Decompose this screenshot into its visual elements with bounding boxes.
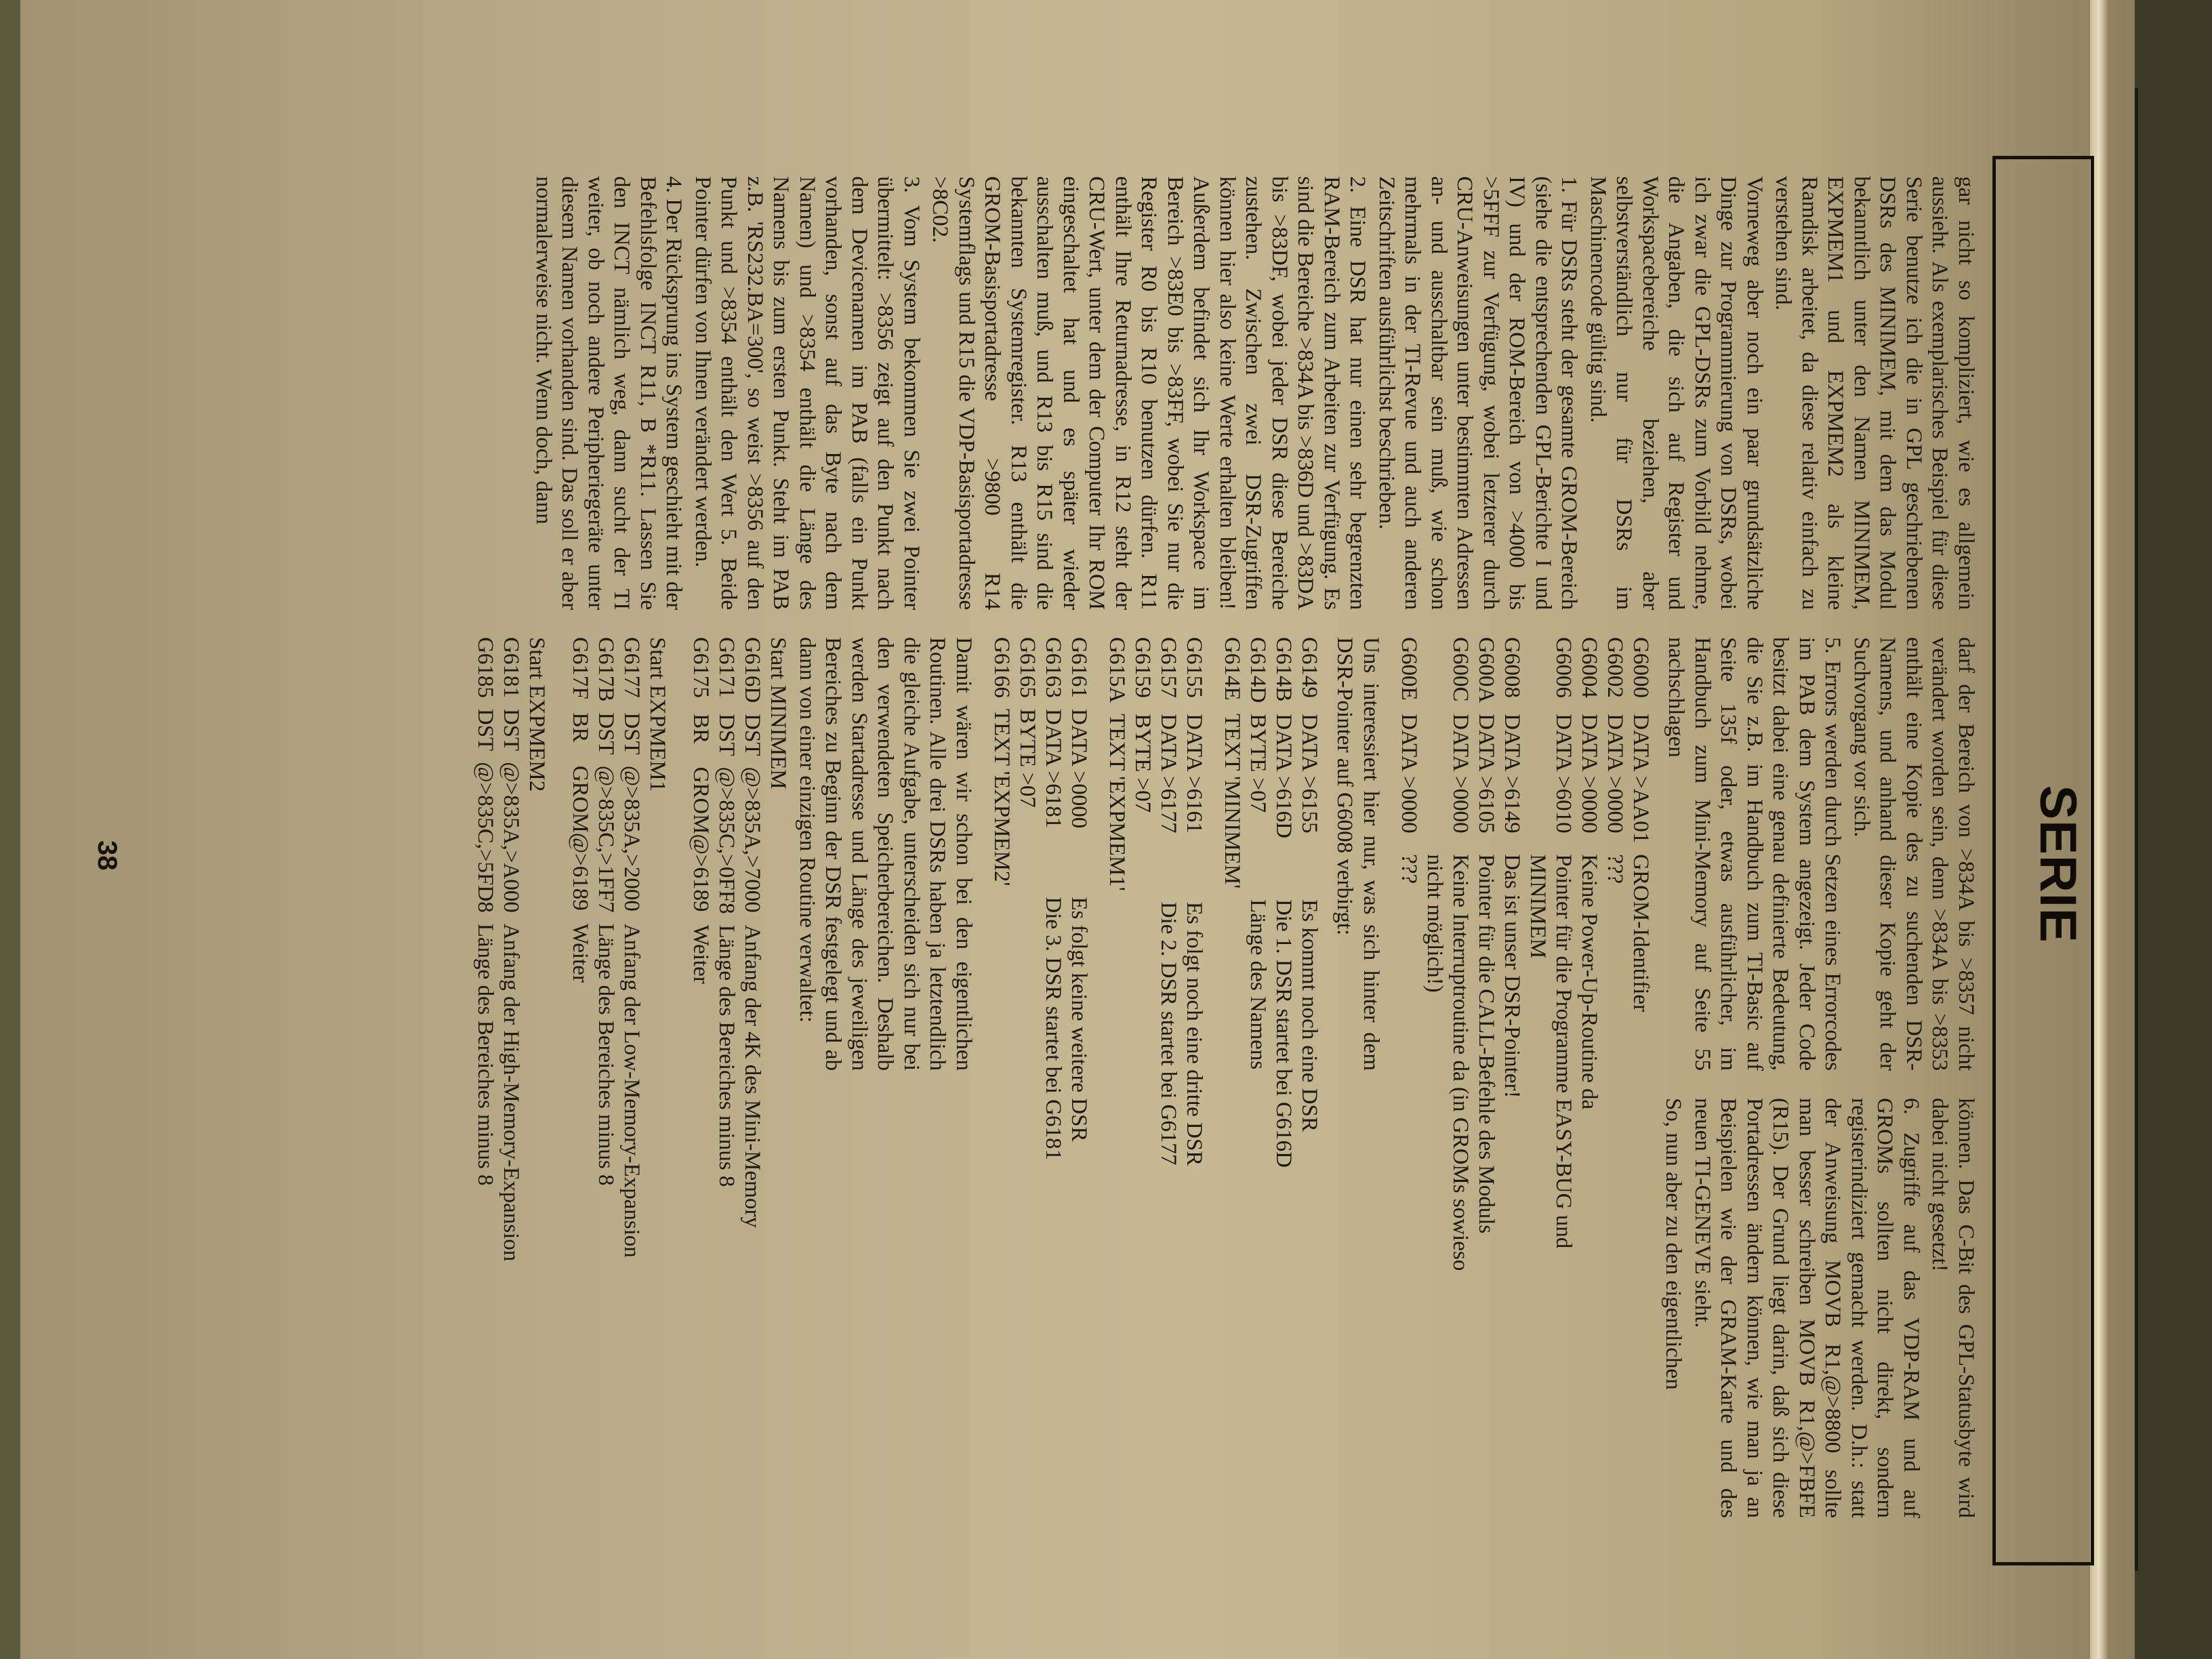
listing-comment: Die 3. DSR startet bei G6181: [1041, 897, 1065, 1161]
paragraph: So, nun aber zu den eigentlichen: [1661, 1098, 1686, 1390]
paragraph: Damit wären wir schon bei den eigentlichen Routinen. Alle drei DSRs haben ja letztendlich die gleiche Aufgabe, unterscheiden sich nur bei den verwendeten Speicherbereichen. Deshalb werden Startadresse und Länge des jeweiligen Bereiches zu Beginn der DSR festgelegt und ab dann von einer einzigen Routine verwaltet:: [795, 637, 976, 1071]
listing-row: [989, 637, 1015, 1328]
listing-cell: G614E: [1220, 637, 1244, 701]
routine-block: [568, 637, 671, 1498]
routine-table: [473, 637, 525, 1272]
page-border-line: [2135, 88, 2138, 1571]
listing-cell: DST: [740, 714, 765, 756]
listing-row: [1473, 637, 1499, 1285]
listing-cell: G615A: [1105, 637, 1129, 703]
listing-cell: G6175: [689, 637, 714, 698]
listing-row: [499, 637, 525, 1272]
listing-cell: DST: [499, 708, 524, 752]
listing-row: [1576, 637, 1602, 1285]
listing-cell: G614D: [1246, 637, 1270, 703]
routine-table: [689, 637, 766, 1239]
listing-cell: @>835C,>0FF8: [714, 766, 739, 914]
listing-cell: GROM@>6189: [568, 765, 593, 911]
routine-title: Start EXPMEM2: [525, 637, 550, 792]
listing-cell: G6177: [619, 637, 644, 698]
routine-block: [473, 637, 550, 1498]
listing-comment: Das ist unser DSR-Pointer!: [1500, 854, 1524, 1099]
listing-comment: Weiter: [689, 924, 714, 984]
listing-row: [1396, 637, 1422, 1285]
listing-row: [1219, 637, 1245, 1330]
listing-row: [1271, 637, 1296, 1330]
listing-comment: Keine Power-Up-Routine da: [1577, 854, 1601, 1110]
listing-row: [473, 637, 499, 1272]
listing-cell: DATA >6105: [1474, 714, 1498, 834]
paragraph: 5. Errors werden durch Setzen eines Errorcodes im PAB dem System angezeigt. Jeder Code besitzt dabei eine genau definierte Bedeutung, die Sie z.B. im Handbuch zum TI-Basic auf Seite 135f oder, etwas ausführlicher, im Handbuch zum Mini-Memory auf Seite 55 nachschlagen: [1664, 637, 1845, 1071]
listing-cell: DATA >0000: [1448, 714, 1473, 834]
listing-row: [1155, 637, 1181, 1333]
listing-cell: DATA >0000: [1603, 714, 1627, 834]
listing-row: [1628, 637, 1654, 1285]
paragraph: können. Das C-Bit des GPL-Statusbyte wird dabei nicht gesetzt!: [1927, 1098, 1978, 1518]
listing-cell: DATA >6155: [1297, 714, 1322, 834]
listing-cell: G6149: [1297, 637, 1322, 698]
listing-cell: G6002: [1603, 637, 1627, 698]
section-title: SERIE: [2029, 785, 2087, 943]
routine-block: [689, 637, 792, 1498]
listing-cell: G6165: [1015, 637, 1040, 698]
dsr-entry-table-3: [989, 637, 1092, 1328]
listing-cell: DST: [473, 708, 498, 752]
rotated-page-content: [81, 102, 2114, 1593]
listing-row: [1602, 637, 1628, 1285]
listing-cell: G6004: [1577, 637, 1601, 698]
section-header-box: [1992, 156, 2094, 1565]
routine-table: [568, 637, 645, 1269]
listing-comment: Pointer für die Programme EASY-BUG und MINIMEM: [1525, 854, 1576, 1249]
paragraph: 2. Eine DSR hat nur einen sehr begrenzten RAM-Bereich zum Arbeiten zur Verfügung. Es sind die Bereiche >834A bis >836D und >83DA bis >83DF, wobei jeder DSR diese Bereiche zustehen. Zwischen zwei DSR-Zugriffen können hier also keine Werte erhalten bleiben! Außerdem befindet sich Ihr Workspace im Bereich >83E0 bis >83FF, wobei Sie nur die Register R0 bis R10 benutzen dürfen. R11 enthält Ihre Returnadresse, in R12 steht der CRU-Wert, unter dem der Computer Ihr ROM eingeschaltet hat und es später wieder ausschalten muß, und R13 bis R15 sind die bekannten Systemregister. R13 enthält die GROM-Basisportadresse >9800 R14 Systemflags und R15 die VDP-Basisportadresse >8C02.: [928, 176, 1370, 610]
listing-cell: @>835A,>7000: [740, 766, 765, 913]
listing-row: [1525, 637, 1576, 1285]
listing-comment: Länge des Bereiches minus 8: [594, 923, 619, 1186]
listing-row: [1015, 637, 1040, 1328]
listing-cell: G600E: [1397, 637, 1421, 701]
page-number: 38: [92, 840, 122, 871]
paragraph: gar nicht so kompliziert, wie es allgemein aussieht. Als exemplarisches Beispiel für diese Serie benutze ich die in GPL geschriebenen DSRs des MINIMEM, mit dem das Modul bekanntlich unter den Namen MINIMEM, EXPMEM1 und EXPMEM2 als kleine Ramdisk arbeitet, da diese relativ einfach zu verstehen sind.: [1771, 176, 1978, 610]
paragraph: Uns interessiert hier nur, was sich hinter dem DSR-Pointer auf G6008 verbirgt:: [1332, 637, 1383, 1071]
paragraph: 1. Für DSRs steht der gesamte GROM-Bereich (siehe die entsprechenden GPL-Berichte I und IV) und der ROM-Bereich von >4000 bis >5FFF zur Verfügung, wobei letzterer durch CRU-Anweisungen unter bestimmten Adressen an- und ausschaltbar sein muß, wie schon mehrmals in der TI-Revue und auch anderen Zeitschriften ausführlichst beschrieben.: [1374, 176, 1582, 610]
listing-comment: Weiter: [568, 923, 593, 983]
paragraph: 3. Vom System bekommen Sie zwei Pointer übermittelt: >8356 zeigt auf den Punkt nach dem Devicenamen im PAB (falls ein Punkt vorhanden, sonst auf das Byte nach dem Namen) und >8354 enthält die Länge des Namens bis zum ersten Punkt. Steht im PAB z.B. 'RS232.BA=300', so weist >8356 auf den Punkt und >8354 enthält den Wert 5. Beide Pointer dürfen von Ihnen verändert werden.: [691, 176, 924, 610]
listing-comment: Pointer für die CALL-Befehle des Moduls: [1474, 854, 1498, 1234]
listing-cell: DST: [594, 712, 619, 755]
listing-cell: G6166: [989, 637, 1014, 698]
listing-cell: GROM@>6189: [689, 766, 714, 912]
listing-cell: G6155: [1182, 637, 1206, 698]
listing-comment: Die 1. DSR startet bei G616D: [1271, 899, 1296, 1168]
listing-cell: G600A: [1474, 637, 1498, 703]
listing-comment: [1015, 897, 1040, 1328]
listing-cell: G616D: [740, 637, 765, 703]
paragraph: darf der Bereich von >834A bis >8357 nicht verändert worden sein, denn >834A bis >8353 enthält eine Kopie des zu suchenden DSR-Namens, und anhand dieser Kopie geht der Suchvorgang vor sich.: [1849, 637, 1978, 1071]
listing-cell: TEXT 'EXPMEM2': [989, 708, 1014, 886]
listing-row: [568, 637, 594, 1269]
listing-cell: @>835C,>1FF7: [594, 765, 619, 913]
listing-cell: DST: [619, 712, 644, 755]
listing-cell: BR: [689, 714, 714, 744]
listing-row: [740, 637, 766, 1239]
listing-cell: BYTE >07: [1246, 714, 1270, 813]
listing-cell: G6157: [1156, 637, 1181, 698]
paragraph: 4. Der Rücksprung ins System geschieht mit der Befehlsfolge INCT R11, B *R11. Lassen Sie den INCT nämlich weg, dann sucht der TI weiter, ob noch andere Peripheriegeräte unter diesem Namen vorhanden sind. Das soll er aber normalerweise nicht. Wenn doch, dann: [531, 176, 687, 610]
listing-cell: G600C: [1448, 637, 1473, 702]
listing-comment: GROM-Identifier: [1629, 854, 1653, 1012]
listing-cell: G6006: [1551, 637, 1576, 698]
routine-title: Start EXPMEM1: [645, 637, 670, 792]
dsr-entry-table-1: [1219, 637, 1322, 1330]
listing-comment: [1130, 902, 1155, 1333]
listing-cell: BR: [568, 712, 593, 743]
listing-cell: G6171: [714, 637, 739, 698]
listing-cell: DATA >0000: [1577, 714, 1601, 834]
listing-cell: BYTE >07: [1015, 708, 1040, 808]
listing-cell: G617B: [594, 637, 619, 702]
listing-comment: Anfang der High-Memory-Expansion: [499, 923, 524, 1262]
listing-comment: Länge des Bereiches minus 8: [714, 924, 739, 1187]
listing-cell: DATA >6010: [1551, 714, 1576, 834]
listing-comment: [989, 897, 1015, 1328]
listing-cell: DATA >0000: [1397, 714, 1421, 834]
listing-row: [689, 637, 714, 1239]
listing-row: [594, 637, 619, 1269]
listing-cell: TEXT 'MINIMEM': [1220, 714, 1244, 889]
listing-comment: Es folgt noch eine dritte DSR: [1182, 901, 1206, 1166]
listing-cell: @>835C,>5FD8: [473, 762, 498, 913]
listing-cell: G614B: [1271, 637, 1296, 702]
listing-cell: BYTE >07: [1130, 714, 1155, 813]
listing-row: [1296, 637, 1322, 1330]
listing-row: [714, 637, 740, 1239]
listing-cell: G6161: [1067, 637, 1091, 698]
listing-comment: Länge des Namens: [1246, 899, 1270, 1070]
listing-cell: DATA >6149: [1500, 714, 1524, 834]
listing-cell: @>835A,>A000: [499, 762, 524, 913]
listing-cell: @>835A,>2000: [619, 765, 644, 912]
listing-row: [1066, 637, 1092, 1328]
dsr-entry-table-2: [1104, 637, 1207, 1333]
listing-row: [1130, 637, 1155, 1333]
paragraph: Vorneweg aber noch ein paar grundsätzliche Dinge zur Programmierung von DSRs, wobei ich zwar die GPL-DSRs zum Vorbild nehme, die Angaben, die sich auf Register und Workspacebereiche beziehen, aber selbstverständlich nur für DSRs im Maschinencode gültig sind.: [1586, 176, 1767, 610]
listing-comment: Anfang der Low-Memory-Expansion: [619, 923, 644, 1258]
dsr-routine-listings: [473, 637, 792, 1498]
listing-row: [1104, 637, 1130, 1333]
listing-comment: [1219, 899, 1245, 1330]
listing-cell: DATA >AA01: [1629, 714, 1653, 844]
listing-comment: Keine Interruptroutine da (in GROMs sowieso nicht möglich!): [1422, 854, 1473, 1271]
listing-cell: DATA >6177: [1156, 714, 1181, 834]
listing-comment: Die 2. DSR startet bei G6177: [1156, 901, 1181, 1166]
listing-cell: G6181: [499, 637, 524, 698]
listing-row: [1040, 637, 1066, 1328]
listing-cell: DATA >6161: [1182, 714, 1206, 834]
listing-cell: DATA >616D: [1271, 714, 1296, 838]
listing-cell: G617F: [568, 637, 593, 699]
listing-comment: ???: [1397, 854, 1421, 884]
paragraph: 6. Zugriffe auf das VDP-RAM und auf GROMs sollten nicht direkt, sondern registerindiziert gemacht werden. D.h.: statt der Anweisung MOVB R1,@>8800 sollte man besser schreiben MOVB R1,@>FBFE (R15). Der Grund liegt darin, daß sich diese Portadressen ändern können, wie man ja an Beispielen wie der GRAM-Karte und des neuen TI-GENEVE sieht.: [1690, 1098, 1923, 1518]
listing-cell: TEXT 'EXPMEM1': [1105, 714, 1129, 891]
listing-comment: Anfang der 4K des Mini-Memory: [740, 924, 765, 1228]
listing-comment: ???: [1603, 854, 1627, 884]
listing-cell: G6159: [1130, 637, 1155, 698]
listing-cell: G6000: [1629, 637, 1653, 698]
listing-row: [619, 637, 645, 1269]
listing-row: [1499, 637, 1525, 1285]
grom-header-table: [1396, 637, 1654, 1285]
listing-comment: Es folgt keine weitere DSR: [1067, 897, 1091, 1142]
listing-cell: DATA >0000: [1067, 708, 1091, 829]
listing-cell: G6008: [1500, 637, 1524, 698]
listing-cell: DATA >6181: [1041, 708, 1065, 829]
column-1: [528, 176, 1980, 610]
routine-title: Start MINIMEM: [766, 637, 791, 790]
listing-cell: DST: [714, 714, 739, 756]
listing-row: [1245, 637, 1271, 1330]
listing-row: [1181, 637, 1207, 1333]
column-3: [1658, 1098, 1979, 1518]
listing-comment: Es kommt noch eine DSR: [1297, 899, 1322, 1132]
listing-cell: G6185: [473, 637, 498, 698]
listing-cell: G6163: [1041, 637, 1065, 698]
listing-comment: Länge des Bereiches minus 8: [473, 923, 498, 1186]
listing-comment: [1104, 902, 1130, 1333]
listing-row: [1422, 637, 1473, 1285]
